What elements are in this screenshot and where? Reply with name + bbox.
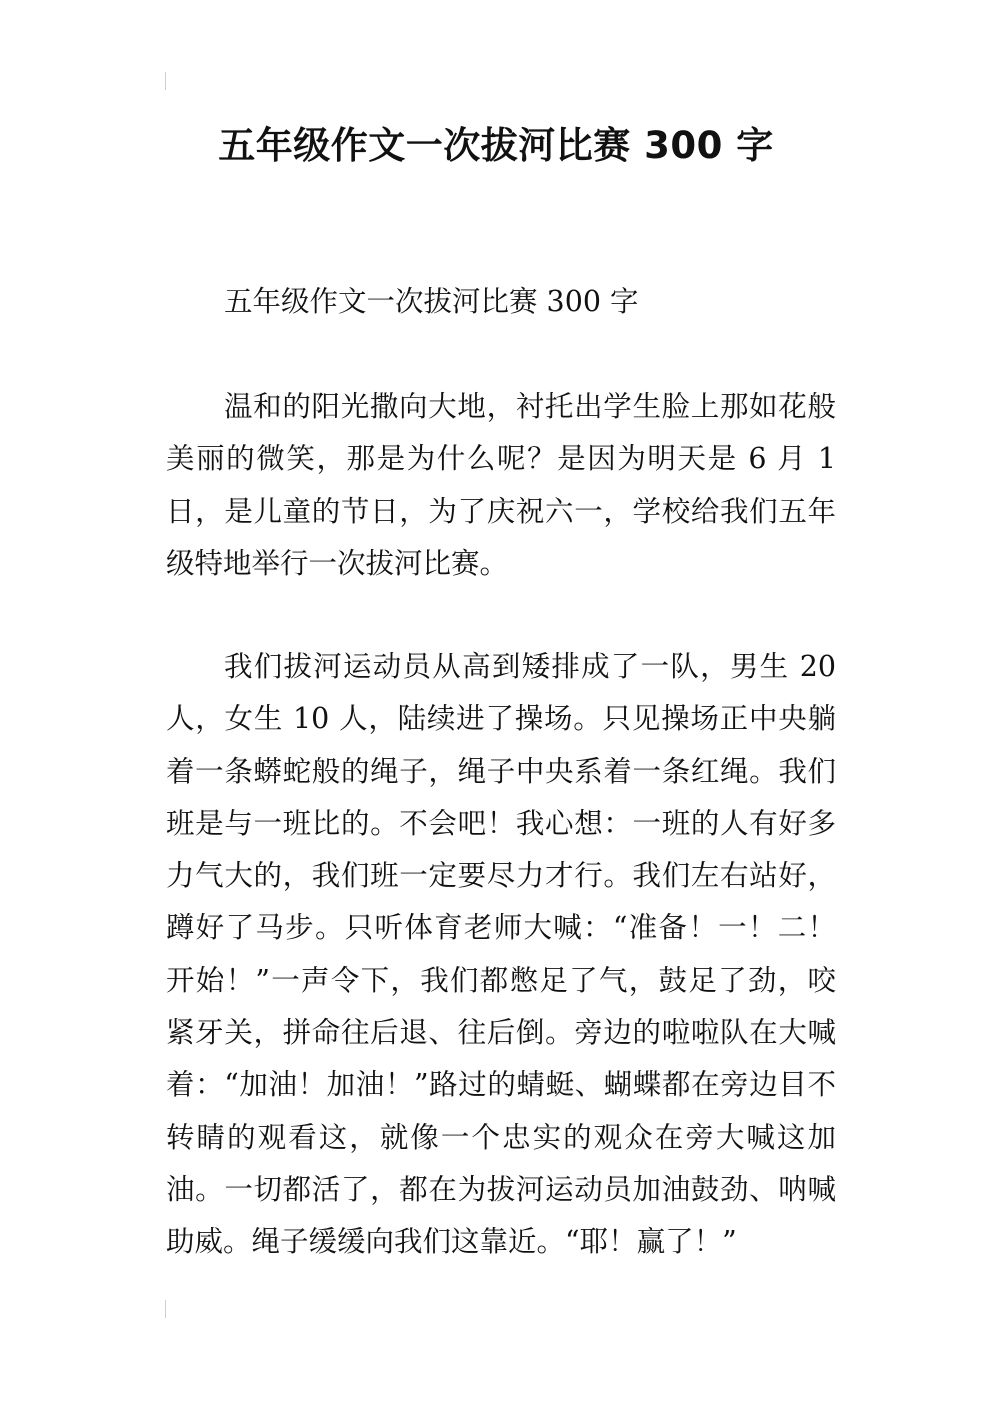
page-corner-mark-bottom [165, 1300, 166, 1318]
paragraph-2: 我们拔河运动员从高到矮排成了一队，男生 20 人，女生 10 人，陆续进了操场。只见操场正中央躺着一条蟒蛇般的绳子，绳子中央系着一条红绳。我们班是与一班比的。不会吧！我心想：一班的人有好多力气大的，我们班一定要尽力才行。我们左右站好，蹲好了马步。只听体育老师大喊：“准备！一！二！开始！”一声令下，我们都憋足了气，鼓足了劲，咬紧牙关，拼命往后退、往后倒。旁边的啦啦队在大喊着：“加油！加油！”路过的蜻蜓、蝴蝶都在旁边目不转睛的观看这，就像一个忠实的观众在旁大喊这加油。一切都活了，都在为拔河运动员加油鼓劲、呐喊助威。绳子缓缓向我们这靠近。“耶！赢了！” [166, 650, 836, 1259]
document-subtitle: 五年级作文一次拔河比赛 300 字 [224, 285, 639, 318]
document-title: 五年级作文一次拔河比赛 300 字 [218, 124, 774, 167]
paragraph-1: 温和的阳光撒向大地，衬托出学生脸上那如花般美丽的微笑，那是为什么呢？是因为明天是 6 月 1 日，是儿童的节日，为了庆祝六一，学校给我们五年级特地举行一次拔河比赛。 [166, 390, 836, 580]
page-corner-mark-top [165, 72, 166, 90]
